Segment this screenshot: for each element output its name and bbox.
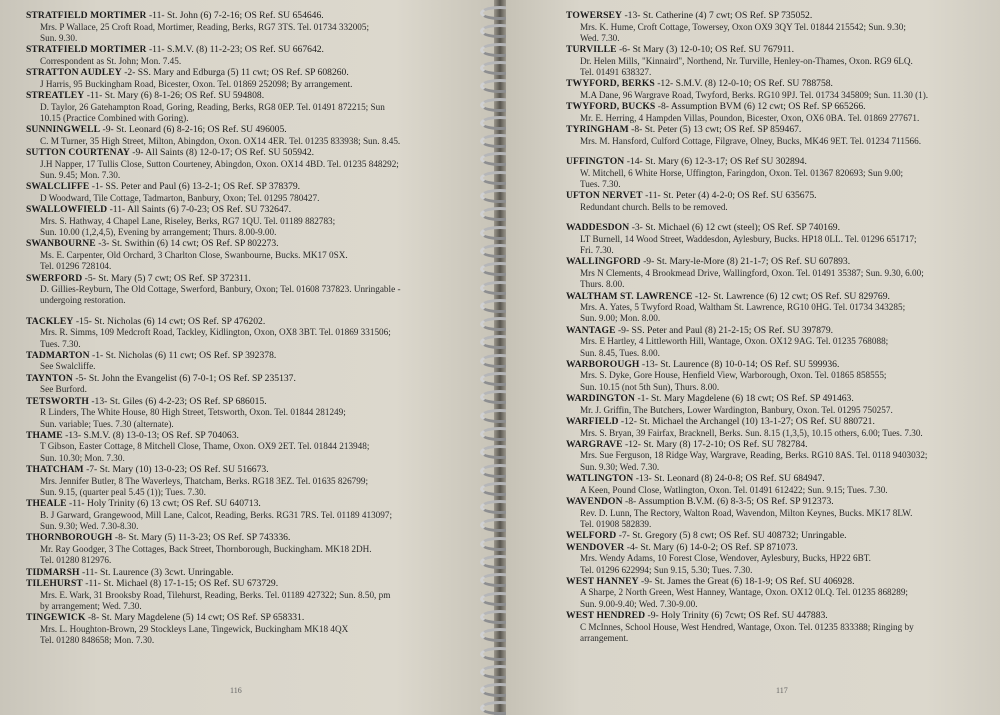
contact-line: Correspondent as St. John; Mon. 7.45. [40, 55, 182, 66]
bell-details: -4- St. Mary (6) 14-0-2; OS Ref. SP 871073. [626, 541, 798, 553]
bell-details: -8- Assumption BVM (6) 12 cwt; OS Ref. SP 665266. [657, 101, 866, 113]
place-name: SUTTON COURTENAY [26, 147, 130, 159]
contact-line: Mrs. P Wallace, 25 Croft Road, Mortimer, Reading, Berks, RG7 3TS. Tel. 01734 332005; [40, 21, 370, 32]
contact-line: T Gibson, Easter Cottage, 8 Mitchell Close, Thame, Oxon. OX9 2ET. Tel. 01844 213948; [40, 441, 370, 452]
contact-line: Mrs. Jennifer Butler, 8 The Waverleys, Thatcham, Berks. RG18 3EZ. Tel. 01635 826799; [40, 475, 369, 486]
contact-line: by arrangement; Wed. 7.30. [40, 601, 142, 612]
bell-details: -6- St Mary (3) 12-0-10; OS Ref. SU 767911. [618, 44, 794, 56]
bell-details: -13- S.M.V. (8) 13-0-13; OS Ref. SP 704063. [65, 429, 239, 441]
place-name: TWYFORD, BUCKS [566, 101, 656, 113]
contact-line: Sun. 10.00 (1,2,4,5), Evening by arrangement; Thurs. 8.00-9.00. [40, 227, 277, 238]
place-name: WALTHAM ST. LAWRENCE [566, 290, 693, 302]
contact-line: M.A Dane, 96 Wargrave Road, Twyford, Berks. RG10 9PJ. Tel. 01734 345809; Sun. 11.30 (1). [580, 89, 929, 100]
contact-line: Sun. 10.30; Mon. 7.30. [40, 452, 125, 463]
contact-line: Tel. 01280 848658; Mon. 7.30. [40, 635, 155, 646]
entry-heading [26, 464, 466, 476]
directory-entry [566, 156, 986, 190]
bell-details: -13- St. Laurence (8) 10-0-14; OS Ref. SU 599936. [641, 358, 840, 370]
contact-line: Sun. 9.00-9.40; Wed. 7.30-9.00. [580, 598, 698, 609]
bell-details: -13- St. Catherine (4) 7 cwt; OS Ref. SP 735052. [624, 10, 813, 21]
place-name: TACKLEY [26, 315, 74, 327]
contact-line: Mrs. E. Wark, 31 Brooksby Road, Tilehurst, Reading, Berks. Tel. 01189 427322; Sun. 8.50, pm [40, 589, 391, 600]
contact-line: LT Burnell, 14 Wood Street, Waddesdon, Aylesbury, Bucks. HP18 0LL. Tel. 01296 651717; [580, 233, 917, 244]
directory-entry [26, 147, 466, 181]
directory-entry [566, 359, 986, 393]
contact-line: Mrs. K. Hume, Croft Cottage, Towersey, Oxon OX9 3QY Tel. 01844 215542; Sun. 9.30; [580, 21, 906, 32]
contact-line: Mrs. L. Houghton-Brown, 29 Stockleys Lane, Tingewick, Buckingham MK18 4QX [40, 623, 349, 634]
contact-line: Sun. 9.00; Mon. 8.00. [580, 313, 661, 324]
contact-line: Mrs. A. Yates, 5 Twyford Road, Waltham St. Lawrence, RG10 0HG. Tel. 01734 343285; [580, 302, 906, 313]
left-page [0, 0, 494, 715]
contact-line: Sun. 9.30; Wed. 7.30-8.30. [40, 521, 139, 532]
contact-line: 10.15 (Practice Combined with Goring). [40, 112, 189, 123]
contact-line: R Linders, The White House, 80 High Street, Tetsworth, Oxon. Tel. 01844 281249; [40, 407, 346, 418]
entry-heading [566, 256, 986, 268]
entry-heading [26, 396, 466, 408]
contact-line: Tel. 01280 812976. [40, 555, 112, 566]
right-column [566, 10, 986, 644]
entry-heading [566, 530, 986, 542]
entry-heading [26, 532, 466, 544]
place-name: TETSWORTH [26, 395, 89, 407]
contact-line: D. Taylor, 26 Gatehampton Road, Goring, Reading, Berks, RG8 0EP. Tel. 01491 872215; Sun [40, 101, 385, 112]
directory-entry [566, 393, 986, 416]
entry-heading [566, 576, 986, 588]
place-name: SWALCLIFFE [26, 181, 90, 193]
place-name: TINGEWICK [26, 612, 86, 624]
entry-heading [566, 78, 986, 90]
directory-entry [566, 416, 986, 439]
bell-details: -12- St. Mary (8) 17-2-10; OS Ref. SU 782784. [625, 438, 808, 450]
contact-line: undergoing restoration. [40, 295, 126, 306]
contact-line: Tues. 7.30. [580, 178, 621, 189]
contact-line: Sun. variable; Tues. 7.30 (alternate). [40, 418, 174, 429]
contact-line: Rev. D. Lunn, The Rectory, Walton Road, Wavendon, Milton Keynes, Bucks. MK17 8LW. [580, 507, 913, 518]
bell-details: -9- Holy Trinity (6) 7cwt; OS Ref. SU 447883. [647, 610, 828, 622]
contact-line: See Burford. [40, 384, 87, 395]
bell-details: -3- St. Michael (6) 12 cwt (steel); OS Ref. SP 740169. [631, 222, 840, 234]
directory-entry [26, 90, 466, 124]
contact-line: Mrs. E Hartley, 4 Littleworth Hill, Wantage, Oxon. OX12 9AG. Tel. 01235 768088; [580, 336, 889, 347]
entry-heading [566, 496, 986, 508]
directory-entry [26, 124, 466, 147]
directory-entry [566, 610, 986, 644]
directory-entry [26, 350, 466, 373]
directory-entry [566, 44, 986, 78]
directory-entry [566, 10, 986, 44]
bell-details: -1- St. Mary Magdelene (6) 18 cwt; OS Ref. SP 491463. [637, 393, 854, 405]
bell-details: -7- St. Gregory (5) 8 cwt; OS Ref. SU 408732; Unringable. [618, 530, 847, 542]
bell-details: -11- All Saints (6) 7-0-23; OS Ref. SU 732647. [109, 204, 291, 216]
bell-details: -7- St. Mary (10) 13-0-23; OS Ref. SU 516673. [86, 464, 269, 476]
place-name: WADDESDON [566, 222, 630, 234]
directory-entry [26, 373, 466, 396]
left-column [26, 10, 466, 647]
contact-line: A Sharpe, 2 North Green, West Hanney, Wantage, Oxon. OX12 0LQ. Tel. 01235 868289; [580, 587, 908, 598]
place-name: WELFORD [566, 530, 617, 542]
bell-details: -13- St. Giles (6) 4-2-23; OS Ref. SP 686015. [91, 395, 267, 407]
bell-details: -5- St. Mary (5) 7 cwt; OS Ref. SP 372311. [84, 272, 251, 284]
entry-heading [566, 359, 986, 371]
contact-line: Mr. E. Herring, 4 Hampden Villas, Poundon, Bicester, Oxon, OX6 0BA. Tel. 01869 277671. [580, 112, 920, 123]
right-page [506, 0, 1000, 715]
directory-entry [566, 325, 986, 359]
contact-line: Mrs. Wendy Adams, 10 Forest Close, Wendover, Aylesbury, Bucks, HP22 6BT. [580, 553, 871, 564]
place-name: UFFINGTON [566, 156, 625, 168]
place-name: WARFIELD [566, 415, 619, 427]
directory-entry [26, 578, 466, 612]
entry-heading [26, 316, 466, 328]
bell-details: -11- St. John (6) 7-2-16; OS Ref. SU 654646. [148, 10, 324, 21]
entry-heading [26, 10, 466, 22]
directory-entry [566, 496, 986, 530]
bell-details: -11- S.M.V. (8) 11-2-23; OS Ref. SU 667642. [148, 44, 324, 56]
bell-details: -13- St. Leonard (8) 24-0-8; OS Ref. SU 684947. [635, 473, 825, 485]
place-name: SUNNINGWELL [26, 124, 101, 136]
contact-line: D. Gillies-Reyburn, The Old Cottage, Swerford, Banbury, Oxon; Tel. 01608 737823. Unringable - [40, 284, 401, 295]
place-name: TURVILLE [566, 44, 617, 56]
place-name: STRATTON AUDLEY [26, 67, 122, 79]
place-name: WATLINGTON [566, 473, 634, 485]
entry-heading [26, 181, 466, 193]
contact-line: Tel. 01296 728104. [40, 261, 112, 272]
bell-details: -9- St. Mary-le-More (8) 21-1-7; OS Ref. SU 607893. [643, 256, 851, 268]
place-name: TIDMARSH [26, 566, 80, 578]
place-name: THAME [26, 429, 63, 441]
entry-heading [26, 44, 466, 56]
place-name: SWANBOURNE [26, 238, 96, 250]
directory-entry [566, 291, 986, 325]
directory-entry [26, 44, 466, 67]
entry-heading [566, 473, 986, 485]
entry-heading [26, 430, 466, 442]
contact-line: Redundant church. Bells to be removed. [580, 201, 728, 212]
directory-entry [566, 124, 986, 147]
place-name: SWERFORD [26, 272, 83, 284]
bell-details: -1- St. Nicholas (6) 11 cwt; OS Ref. SP 392378. [92, 349, 277, 361]
contact-line: Mrs N Clements, 4 Brookmead Drive, Wallingford, Oxon. Tel. 01491 35387; Sun. 9.30, 6.00; [580, 267, 924, 278]
bell-details: -11- St. Peter (4) 4-2-0; OS Ref. SU 635675. [645, 190, 817, 202]
entry-heading [566, 393, 986, 405]
contact-line: Sun. 9.45; Mon. 7.30. [40, 169, 121, 180]
bell-details: -11- Holy Trinity (6) 13 cwt; OS Ref. SU 640713. [69, 498, 261, 510]
contact-line: C McInnes, School House, West Hendred, Wantage, Oxon. Tel. 01235 833388; Ringing by [580, 621, 914, 632]
contact-line: Mrs. R. Simms, 109 Medcroft Road, Tackley, Kidlington, Oxon, OX8 3BT. Tel. 01869 331506; [40, 327, 391, 338]
bell-details: -1- SS. Peter and Paul (6) 13-2-1; OS Ref. SP 378379. [91, 181, 301, 193]
directory-entry [566, 101, 986, 124]
directory-entry [26, 498, 466, 532]
bell-details: -8- St. Peter (5) 13 cwt; OS Ref. SP 859467. [631, 124, 802, 136]
place-name: TWYFORD, BERKS [566, 78, 655, 90]
contact-line: Sun. 8.45, Tues. 8.00. [580, 347, 660, 358]
directory-entry [26, 532, 466, 566]
directory-entry [566, 530, 986, 542]
entry-heading [566, 542, 986, 554]
contact-line: J Harris, 95 Buckingham Road, Bicester, Oxon. Tel. 01869 252098; By arrangement. [40, 78, 353, 89]
contact-line: B. J Garward, Grangewood, Mill Lane, Calcot, Reading, Berks. RG31 7RS. Tel. 01189 413097; [40, 509, 393, 520]
directory-entry [26, 430, 466, 464]
entry-heading [566, 325, 986, 337]
place-name: SWALLOWFIELD [26, 204, 108, 216]
place-name: TADMARTON [26, 349, 90, 361]
entry-heading [566, 439, 986, 451]
place-name: WEST HENDRED [566, 610, 646, 622]
bell-details: -9- St. James the Great (6) 18-1-9; OS Ref. SU 406928. [641, 575, 855, 587]
directory-entry [566, 439, 986, 473]
entry-heading [26, 350, 466, 362]
directory-entry [26, 396, 466, 430]
bell-details: -12- St. Lawrence (6) 12 cwt; OS Ref. SU 829769. [694, 290, 890, 302]
contact-line: Mrs. S. Dyke, Gore House, Henfield View, Warborough, Oxon. Tel. 01865 858555; [580, 370, 887, 381]
contact-line: Mrs. S. Bryan, 39 Fairfax, Bracknell, Berks. Sun. 8.15 (1,3,5), 10.15 others, 6.00; Tues. 7.30. [580, 427, 923, 438]
entry-heading [26, 147, 466, 159]
bell-details: -9- All Saints (8) 12-0-17; OS Ref. SU 505942. [132, 147, 315, 159]
bell-details: -3- St. Swithin (6) 14 cwt; OS Ref. SP 802273. [98, 238, 279, 250]
bell-details: -11- St. Mary (6) 8-1-26; OS Ref. SU 594808. [86, 89, 265, 101]
contact-line: Dr. Helen Mills, "Kinnaird", Northend, Nr. Turville, Henley-on-Thames, Oxon. RG9 6LQ. [580, 55, 913, 66]
contact-line: Mrs. M. Hansford, Culford Cottage, Filgrave, Olney, Bucks, MK46 9ET. Tel. 01234 711566. [580, 135, 922, 146]
entry-heading [566, 101, 986, 113]
bell-details: -12- S.M.V. (8) 12-0-10; OS Ref. SU 788758. [657, 78, 833, 90]
bell-details: -11- St. Michael (8) 17-1-15; OS Ref. SU 673729. [85, 578, 279, 590]
directory-entry [26, 316, 466, 350]
directory-entry [26, 238, 466, 272]
contact-line: W. Mitchell, 6 White Horse, Uffington, Faringdon, Oxon. Tel. 01367 820693; Sun 9.00; [580, 167, 904, 178]
contact-line: Mrs. Sue Ferguson, 18 Ridge Way, Wargrave, Reading, Berks. RG10 8AS. Tel. 0118 9403032; [580, 450, 928, 461]
entry-heading [26, 204, 466, 216]
contact-line: Sun. 9.15, (quarter peal 5.45 (1)); Tues. 7.30. [40, 486, 206, 497]
page-number: 117 [776, 686, 788, 695]
directory-entry [566, 190, 986, 213]
entry-heading [26, 578, 466, 590]
directory-entry [26, 273, 466, 307]
place-name: TILEHURST [26, 578, 83, 590]
contact-line: Tel. 01296 622994; Sun 9.15, 5.30; Tues. 7.30. [580, 564, 753, 575]
bell-details: -11- St. Laurence (3) 3cwt. Unringable. [81, 566, 234, 578]
place-name: THEALE [26, 498, 67, 510]
bell-details: -14- St. Mary (6) 12-3-17; OS Ref SU 302894. [626, 156, 807, 168]
directory-entry [26, 10, 466, 44]
entry-heading [566, 190, 986, 202]
directory-entry [26, 204, 466, 238]
entry-heading [26, 612, 466, 624]
place-name: THORNBOROUGH [26, 532, 113, 544]
bell-details: -2- SS. Mary and Edburga (5) 11 cwt; OS Ref. SP 608260. [124, 67, 349, 79]
contact-line: J.H Napper, 17 Tullis Close, Sutton Courteney, Abingdon, Oxon. OX14 4BD. Tel. 01235 848292; [40, 158, 399, 169]
directory-entry [26, 67, 466, 90]
contact-line: A Keen, Pound Close, Watlington, Oxon. Tel. 01491 612422; Sun. 9.15; Tues. 7.30. [580, 484, 888, 495]
contact-line: See Swalcliffe. [40, 361, 96, 372]
directory-entry [566, 542, 986, 576]
contact-line: Sun. 9.30; Wed. 7.30. [580, 461, 660, 472]
place-name: STRATFIELD MORTIMER [26, 44, 147, 56]
entry-heading [566, 222, 986, 234]
directory-entry [566, 78, 986, 101]
bell-details: -8- Assumption B.V.M. (6) 8-3-5; OS Ref. SP 912373. [625, 495, 834, 507]
entry-heading [26, 567, 466, 579]
place-name: WARBOROUGH [566, 358, 640, 370]
contact-line: Mrs. S. Hathway, 4 Chapel Lane, Riseley, Berks, RG7 1QU. Tel. 01189 882783; [40, 215, 336, 226]
place-name: WANTAGE [566, 324, 616, 336]
contact-line: Tues. 7.30. [40, 338, 81, 349]
entry-heading [26, 273, 466, 285]
place-name: TYRINGHAM [566, 124, 629, 136]
contact-line: Fri. 7.30. [580, 245, 614, 256]
place-name: WALLINGFORD [566, 256, 641, 268]
directory-entry [26, 567, 466, 579]
entry-heading [566, 291, 986, 303]
bell-details: -9- St. Leonard (6) 8-2-16; OS Ref. SU 496005. [102, 124, 287, 136]
directory-entry [26, 181, 466, 204]
entry-heading [566, 610, 986, 622]
place-name: THATCHAM [26, 464, 84, 476]
directory-entry [26, 612, 466, 646]
entry-heading [26, 373, 466, 385]
place-name: WENDOVER [566, 541, 625, 553]
page-number: 116 [230, 686, 242, 695]
bell-details: -8- St. Mary (5) 11-3-23; OS Ref. SP 743336. [114, 532, 291, 544]
place-name: UFTON NERVET [566, 190, 643, 202]
entry-heading [26, 498, 466, 510]
contact-line: C. M Turner, 35 High Street, Milton, Abingdon, Oxon. OX14 4ER. Tel. 01235 833938; Sun. 8.45. [40, 135, 401, 146]
place-name: WARDINGTON [566, 393, 636, 405]
place-name: WEST HANNEY [566, 575, 639, 587]
directory-entry [566, 256, 986, 290]
bell-details: -8- St. Mary Magdelene (5) 14 cwt; OS Ref. SP 658331. [87, 612, 305, 624]
place-name: TOWERSEY [566, 10, 623, 21]
entry-heading [566, 44, 986, 56]
contact-line: Mr. Ray Goodger, 3 The Cottages, Back Street, Thornborough, Buckingham. MK18 2DH. [40, 544, 372, 554]
bell-details: -12- St. Michael the Archangel (10) 13-1-27; OS Ref. SU 880721. [620, 415, 875, 427]
entry-heading [566, 124, 986, 136]
contact-line: Tel. 01491 638327. [580, 67, 652, 78]
contact-line: Thurs. 8.00. [580, 279, 625, 290]
entry-heading [566, 156, 986, 168]
directory-entry [26, 464, 466, 498]
place-name: STREATLEY [26, 89, 85, 101]
place-name: WAVENDON [566, 495, 623, 507]
entry-heading [566, 10, 986, 22]
entry-heading [26, 67, 466, 79]
directory-entry [566, 576, 986, 610]
directory-entry [566, 222, 986, 256]
contact-line: Sun. 9.30. [40, 32, 78, 43]
place-name: STRATFIELD MORTIMER [26, 10, 147, 21]
contact-line: Mr. J. Griffin, The Butchers, Lower Wardington, Banbury, Oxon. Tel. 01295 750257. [580, 404, 893, 415]
entry-heading [566, 416, 986, 428]
bell-details: -5- St. John the Evangelist (6) 7-0-1; OS Ref. SP 235137. [75, 372, 296, 384]
bell-details: -9- SS. Peter and Paul (8) 21-2-15; OS Ref. SU 397879. [617, 324, 834, 336]
place-name: WARGRAVE [566, 438, 623, 450]
entry-heading [26, 124, 466, 136]
bell-details: -15- St. Nicholas (6) 14 cwt; OS Ref. SP 476202. [75, 315, 266, 327]
contact-line: Ms. E. Carpenter, Old Orchard, 3 Charlton Close, Swanbourne, Bucks. MK17 0SX. [40, 249, 348, 260]
directory-entry [566, 473, 986, 496]
entry-heading [26, 238, 466, 250]
contact-line: D Woodward, Tile Cottage, Tadmarton, Banbury, Oxon; Tel. 01295 780427. [40, 192, 320, 203]
contact-line: Sun. 10.15 (not 5th Sun), Thurs. 8.00. [580, 381, 720, 392]
contact-line: arrangement. [580, 632, 629, 643]
place-name: TAYNTON [26, 372, 73, 384]
entry-heading [26, 90, 466, 102]
contact-line: Wed. 7.30. [580, 32, 620, 43]
contact-line: Tel. 01908 582839. [580, 518, 652, 529]
